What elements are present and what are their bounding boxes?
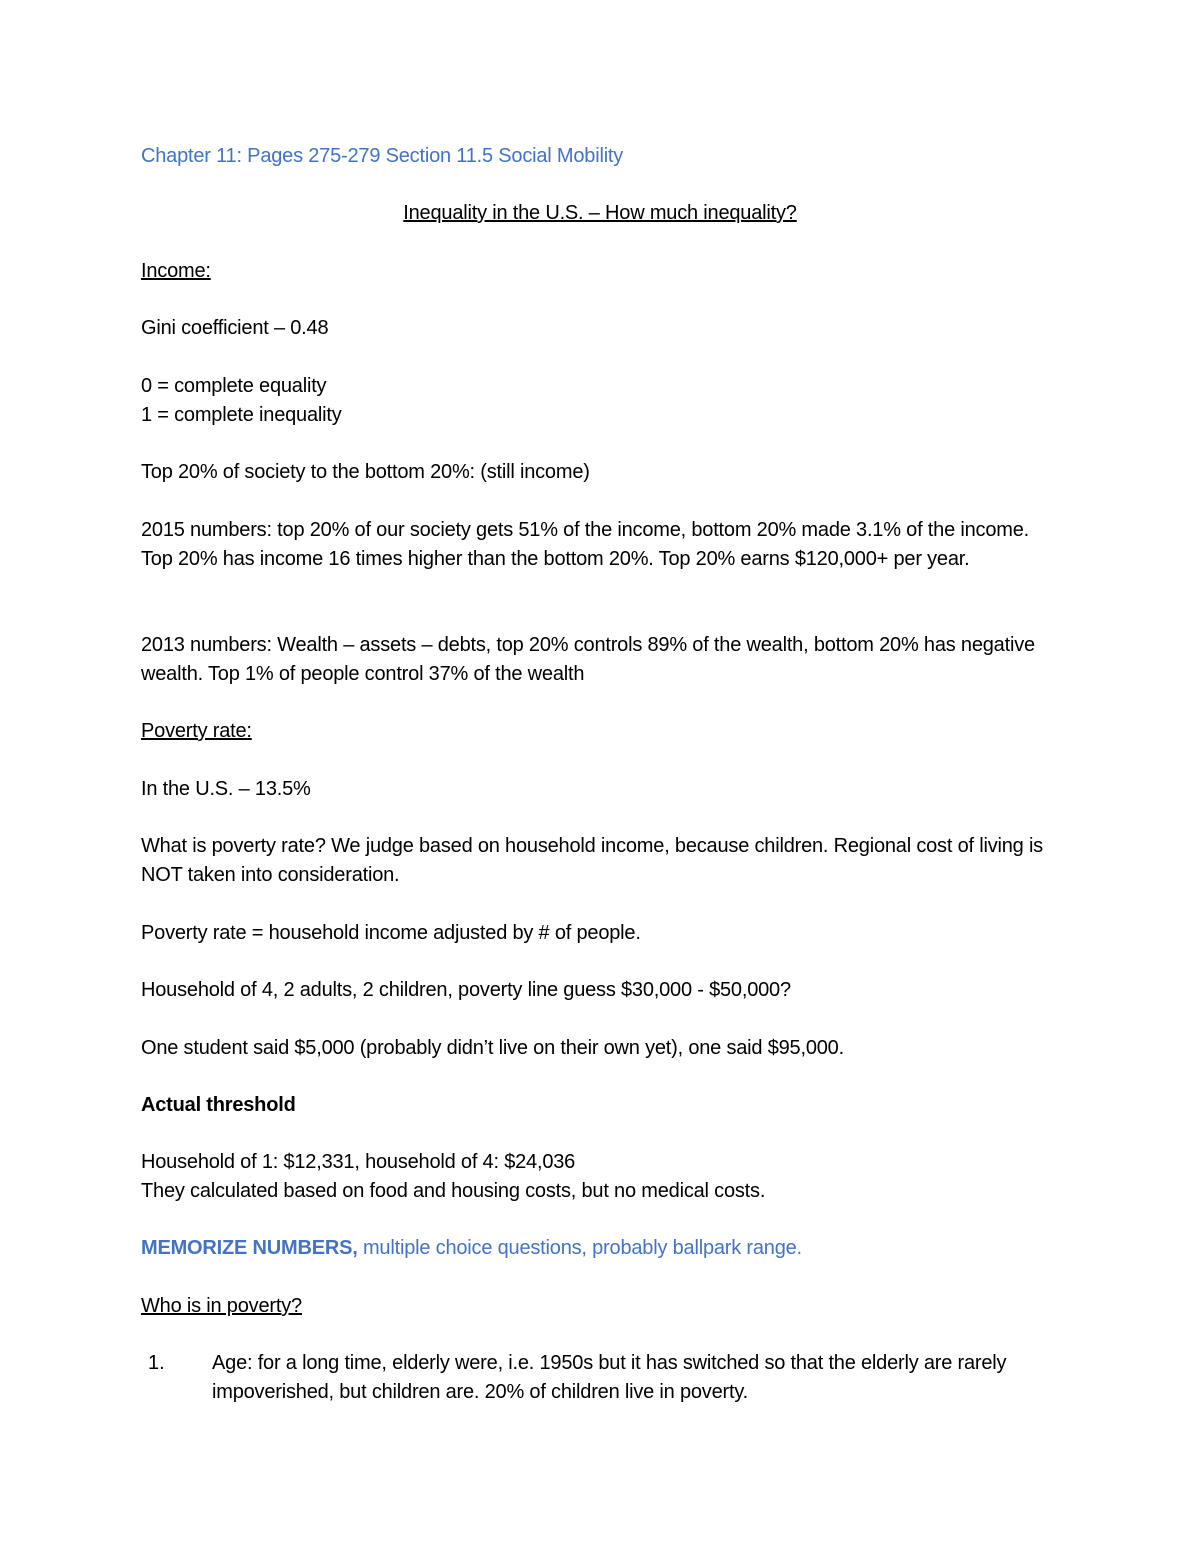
- numbers-2015-paragraph: 2015 numbers: top 20% of our society gets 51% of the income, bottom 20% made 3.1% of the income. Top 20% has income 16 times higher than the bottom 20%. Top 20% earns $120,000+ per year.: [141, 519, 1029, 570]
- threshold-note: They calculated based on food and housing costs, but no medical costs.: [141, 1180, 766, 1202]
- what-is-poverty-paragraph: What is poverty rate? We judge based on household income, because children. Regional cost of living is NOT taken into consideration.: [141, 835, 1043, 886]
- memorize-detail: multiple choice questions, probably ballpark range.: [357, 1237, 802, 1259]
- chapter-heading: Chapter 11: Pages 275-279 Section 11.5 Social Mobility: [141, 145, 624, 167]
- threshold-values: Household of 1: $12,331, household of 4: $24,036: [141, 1151, 576, 1173]
- actual-threshold-heading: Actual threshold: [141, 1094, 296, 1116]
- memorize-note: [141, 1234, 802, 1263]
- poverty-rate-formula: Poverty rate = household income adjusted by # of people.: [141, 922, 641, 944]
- memorize-emphasis: MEMORIZE NUMBERS,: [141, 1237, 358, 1259]
- gini-coefficient: Gini coefficient – 0.48: [141, 317, 329, 339]
- income-heading: Income:: [141, 260, 211, 282]
- poverty-rate-heading: Poverty rate:: [141, 720, 252, 742]
- gini-zero-definition: 0 = complete equality: [141, 375, 327, 397]
- gini-one-definition: 1 = complete inequality: [141, 404, 342, 426]
- who-in-poverty-heading: Who is in poverty?: [141, 1295, 302, 1317]
- student-guess: One student said $5,000 (probably didn’t live on their own yet), one said $95,000.: [141, 1037, 844, 1059]
- us-poverty-rate: In the U.S. – 13.5%: [141, 778, 311, 800]
- section-subtitle: Inequality in the U.S. – How much inequality?: [403, 202, 797, 224]
- top-bottom-comparison: Top 20% of society to the bottom 20%: (still income): [141, 461, 590, 483]
- household-guess: Household of 4, 2 adults, 2 children, poverty line guess $30,000 - $50,000?: [141, 979, 791, 1001]
- numbers-2013-paragraph: 2013 numbers: Wealth – assets – debts, top 20% controls 89% of the wealth, bottom 20% has negative wealth. Top 1% of people control 37% of the wealth: [141, 634, 1035, 685]
- list-item-number: 1.: [148, 1352, 165, 1374]
- list-item: Age: for a long time, elderly were, i.e. 1950s but it has switched so that the elderly are rarely impoverished, but children are. 20% of children live in poverty.: [212, 1352, 1007, 1403]
